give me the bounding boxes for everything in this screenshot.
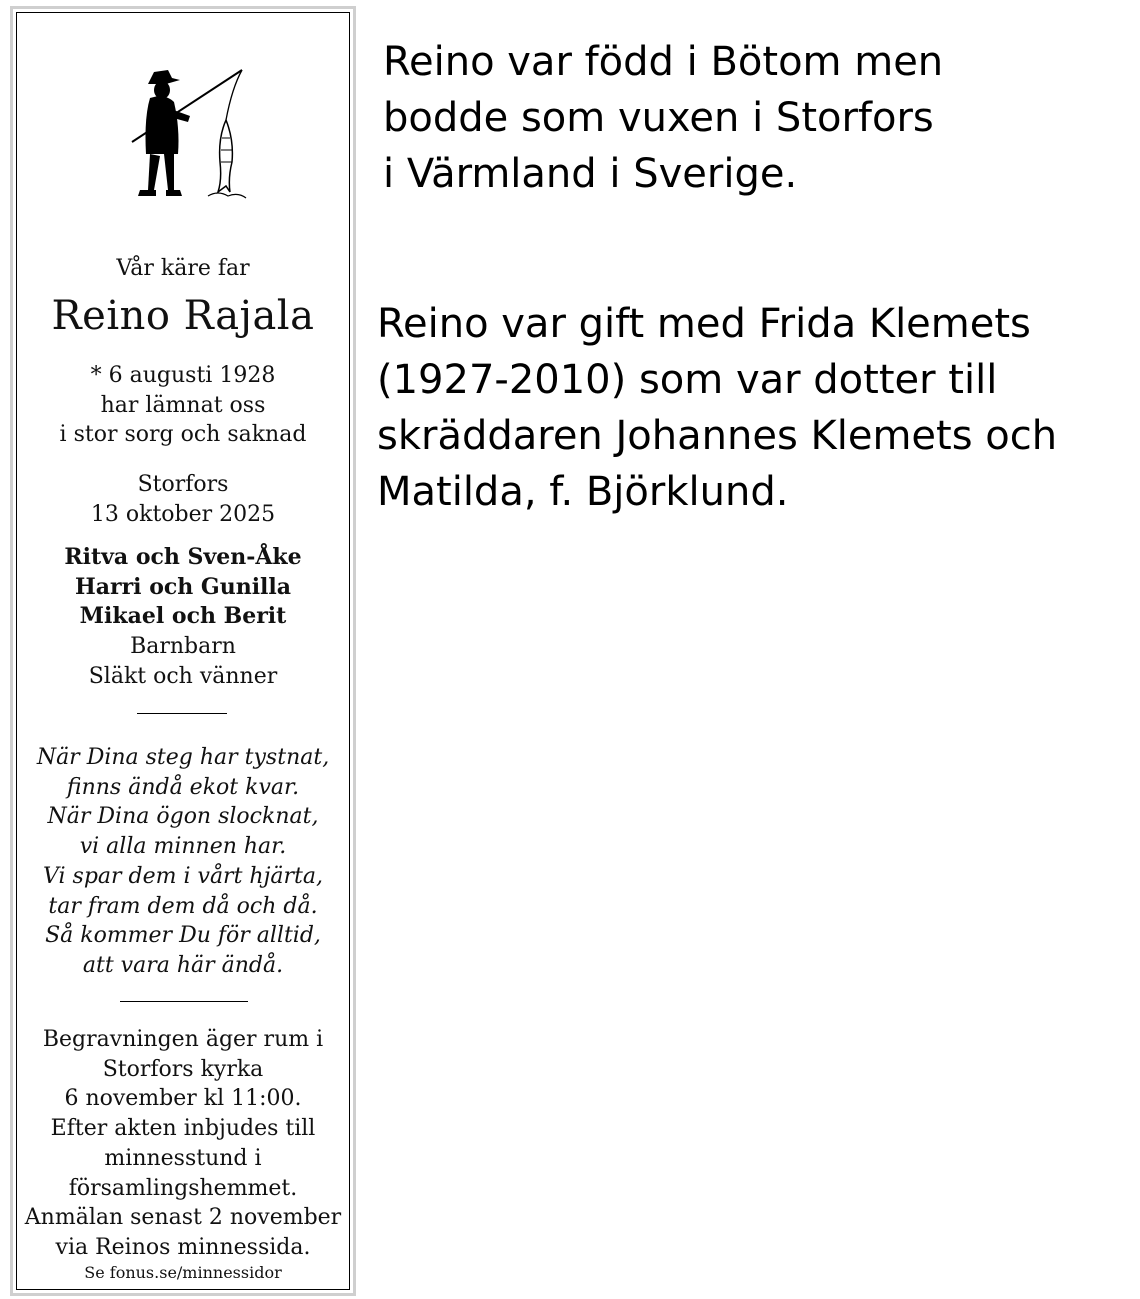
mourner-line: Harri och Gunilla bbox=[74, 573, 292, 600]
divider bbox=[120, 1001, 248, 1002]
caption-line: skräddaren Johannes Klemets och bbox=[377, 413, 1058, 459]
caption-line: Matilda, f. Björklund. bbox=[377, 469, 789, 515]
caption-line: Reino var gift med Frida Klemets bbox=[377, 301, 1031, 347]
fisherman-icon bbox=[122, 58, 252, 208]
notice-lead: Vår käre far bbox=[116, 256, 250, 281]
caption-line: (1927-2010) som var dotter till bbox=[377, 357, 998, 403]
poem-line: tar fram dem då och då. bbox=[48, 893, 318, 919]
poem-line: När Dina steg har tystnat, bbox=[36, 745, 330, 770]
birth-date: * 6 augusti 1928 bbox=[90, 363, 276, 388]
deceased-name: Reino Rajala bbox=[51, 293, 315, 339]
place-date-block bbox=[17, 470, 349, 529]
obituary-notice-frame bbox=[10, 6, 356, 1296]
funeral-line: 6 november kl 11:00. bbox=[64, 1086, 302, 1112]
memorial-poem bbox=[17, 743, 349, 981]
funeral-line: Efter akten inbjudes till bbox=[50, 1116, 316, 1142]
poem-line: Vi spar dem i vårt hjärta, bbox=[43, 863, 323, 889]
obituary-notice bbox=[16, 12, 350, 1290]
poem-line: vi alla minnen har. bbox=[79, 834, 287, 860]
caption-line: i Värmland i Sverige. bbox=[383, 151, 798, 197]
funeral-line: via Reinos minnessida. bbox=[55, 1234, 311, 1260]
poem-line: Så kommer Du för alltid, bbox=[45, 923, 321, 949]
funeral-line: minnesstund i bbox=[104, 1145, 262, 1171]
funeral-info bbox=[17, 1025, 349, 1263]
caption-marriage bbox=[377, 296, 1057, 520]
mourner-line: Mikael och Berit bbox=[79, 603, 287, 630]
death-date: 13 oktober 2025 bbox=[90, 501, 276, 527]
place: Storfors bbox=[137, 472, 229, 497]
funeral-line: Begravningen äger rum i bbox=[42, 1027, 324, 1052]
funeral-line: Storfors kyrka bbox=[102, 1056, 264, 1082]
mourners-block bbox=[17, 543, 349, 692]
passed-line: har lämnat oss bbox=[100, 392, 266, 418]
funeral-line: Anmälan senast 2 november bbox=[24, 1205, 342, 1231]
caption-birthplace bbox=[383, 34, 943, 202]
poem-line: När Dina ögon slocknat, bbox=[47, 804, 319, 830]
poem-line: finns ändå ekot kvar. bbox=[66, 774, 300, 800]
notice-dates-block bbox=[17, 361, 349, 450]
passed-line: i stor sorg och saknad bbox=[59, 422, 307, 448]
funeral-line: församlingshemmet. bbox=[68, 1175, 298, 1201]
mourner-line: Barnbarn bbox=[130, 634, 236, 660]
memorial-page-reference: Se fonus.se/minnessidor bbox=[84, 1263, 282, 1282]
divider bbox=[137, 713, 227, 714]
caption-line: bodde som vuxen i Storfors bbox=[383, 95, 934, 141]
mourner-line: Släkt och vänner bbox=[88, 663, 278, 689]
poem-line: att vara här ändå. bbox=[82, 952, 284, 978]
caption-line: Reino var född i Bötom men bbox=[383, 39, 944, 85]
mourner-line: Ritva och Sven-Åke bbox=[64, 544, 302, 570]
